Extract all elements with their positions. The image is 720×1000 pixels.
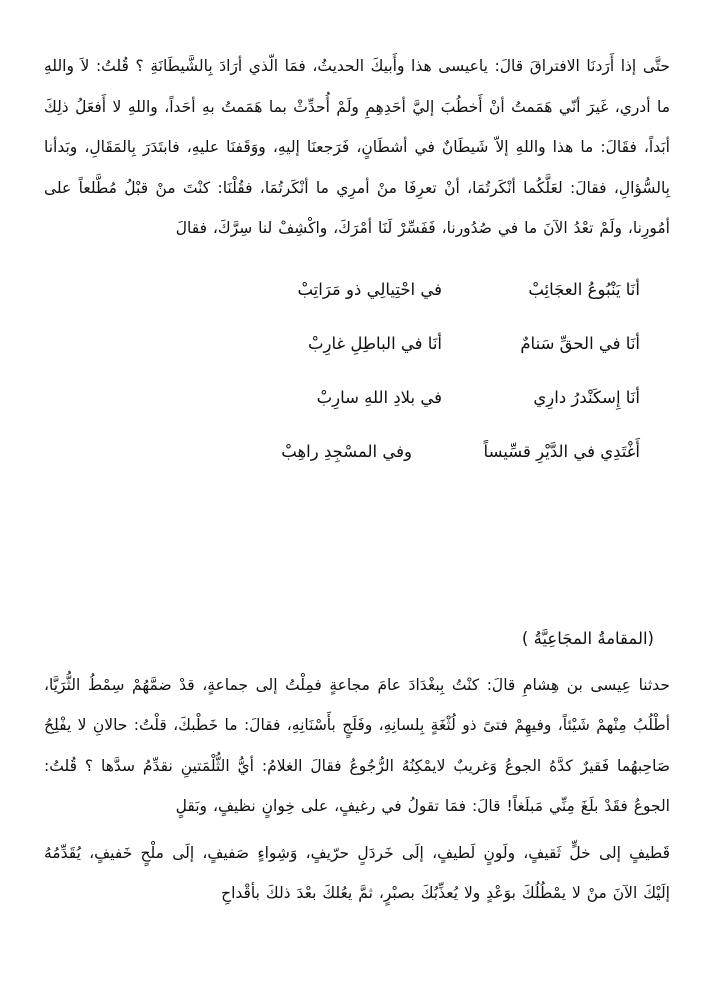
verse-line bbox=[44, 317, 640, 371]
verse-line bbox=[44, 263, 640, 317]
verse-first-hemistich: أنَا في الحقِّ سَنامٌ bbox=[520, 333, 640, 353]
verse-line bbox=[44, 425, 640, 479]
intro-paragraph: حتَّى إذا أَرَدنَا الافتراقَ قالَ: ياعيسى هذا وأَبيكَ الحديثُ، فمَا الّذي أرَادَ بِالشَّيطَانَةِ ؟ قُلتُ: لاَ واللهِ ما أدري، غَيرَ أنّي هَمَمتُ أنْ أَخطُبَ إليَّ أحَدِهِمِ ولَمْ أُحدِّثْ بما هَمَمتُ بهِ أحَداً، واللهِ لا أَفعَلُ ذلِكَ أبَداً، فقَالَ: ما هذا واللهِ إلاّ شَيطَانٌ في أشطَانٍ، فَرَجعنَا إليهِ، ووَقَفنَا عليهِ، فابتَدَرَ بِالمَقَالِ، وبَدأنا بِالسُّؤالِ، فقالَ: لعَلَّكُما أنْكَرتُمَا، أنْ تعرِفَا منْ أمرِي ما أنْكَرتُمَا، فقُلْنَا: كنْتَ منْ قبْلُ مُطَّلعاً على أمُورِنا، ولَمْ تعْدُ الآنَ ما في صُدُورنا، فَفَسِّرْ لَنَا أمْرَكَ، واكْشِفْ لنا سِرَّكَ، فقالَ bbox=[44, 57, 670, 237]
body-paragraph: قَطيفٍ إلى خلٍّ ثَقيفٍ، ولَونٍ لَطيفٍ، إلَى خَردَلٍ حرّيفٍ، وَشِواءٍ صَفيفٍ، إلَى ملْحٍ خَفيفٍ، يُقَدِّمُهُ إلَيْكَ الآنَ منْ لا يمْطُلُكَ بوَعْدٍ ولا يُعذِّبُكَ بصبْرٍ، ثمَّ يعُلكَ بعْدَ ذلكَ بأقْداحِ bbox=[44, 843, 670, 902]
verse-first-hemistich: أنَا إِسكَنْدرُ دارِي bbox=[533, 387, 640, 407]
verse-first-hemistich: أَغْتَدِي في الدَّيْرِ قسِّيساً bbox=[483, 441, 640, 461]
verse-first-hemistich: أنَا يَنْبُوعُ العجَائِبْ bbox=[528, 279, 640, 299]
verse-second-hemistich: في بلادِ اللهِ سارِبْ bbox=[316, 387, 442, 407]
verse-second-hemistich: أنَا في الباطِلِ غارِبْ bbox=[308, 333, 442, 353]
verse-second-hemistich: في احْتِيالِي ذو مَرَاتِبْ bbox=[297, 279, 442, 299]
verse-second-hemistich: وفي المسْجِدِ راهِبْ bbox=[281, 441, 412, 461]
verse-line bbox=[44, 371, 640, 425]
poem-verses bbox=[44, 263, 670, 479]
body-paragraph: حدثنا عِيسى بن هِشامِ قالَ: كنْتُ بِبغْدَادَ عامَ مجاعةٍ فمِلْتُ إلى جماعةٍ، قدْ ضمَّهُمْ سِمْطُ الثُّرَيَّا، أطْلُبُ مِنْهمْ شَيْئاً، وفيهِمْ فتىً ذو لُثْغَةٍ بِلسانِهِ، وفَلَجٍ بأَسْنَانِهِ، فقالَ: ما خَطْبكَ، قلْتُ: حالانِ لا يفْلِحُ صَاحِبهُما فَقيرٌ كدَّهُ الجوعُ وَغريبٌ لايمْكِنُهُ الرُّجُوعُ فقالَ الغلامُ: أيُّ الثُّلْمَتينِ نقدِّمُ سدَّها ؟ قُلتُ: الجوعُ فقَدْ بلَغَ مِنِّي مَبلَغاً! قالَ: فمَا تقولُ في رغيفٍ، على خِوانٍ نظيفٍ، وبَقلٍ bbox=[44, 675, 670, 815]
section-title: (المقامةُ المجَاعِيَّةُ ) bbox=[521, 628, 654, 648]
